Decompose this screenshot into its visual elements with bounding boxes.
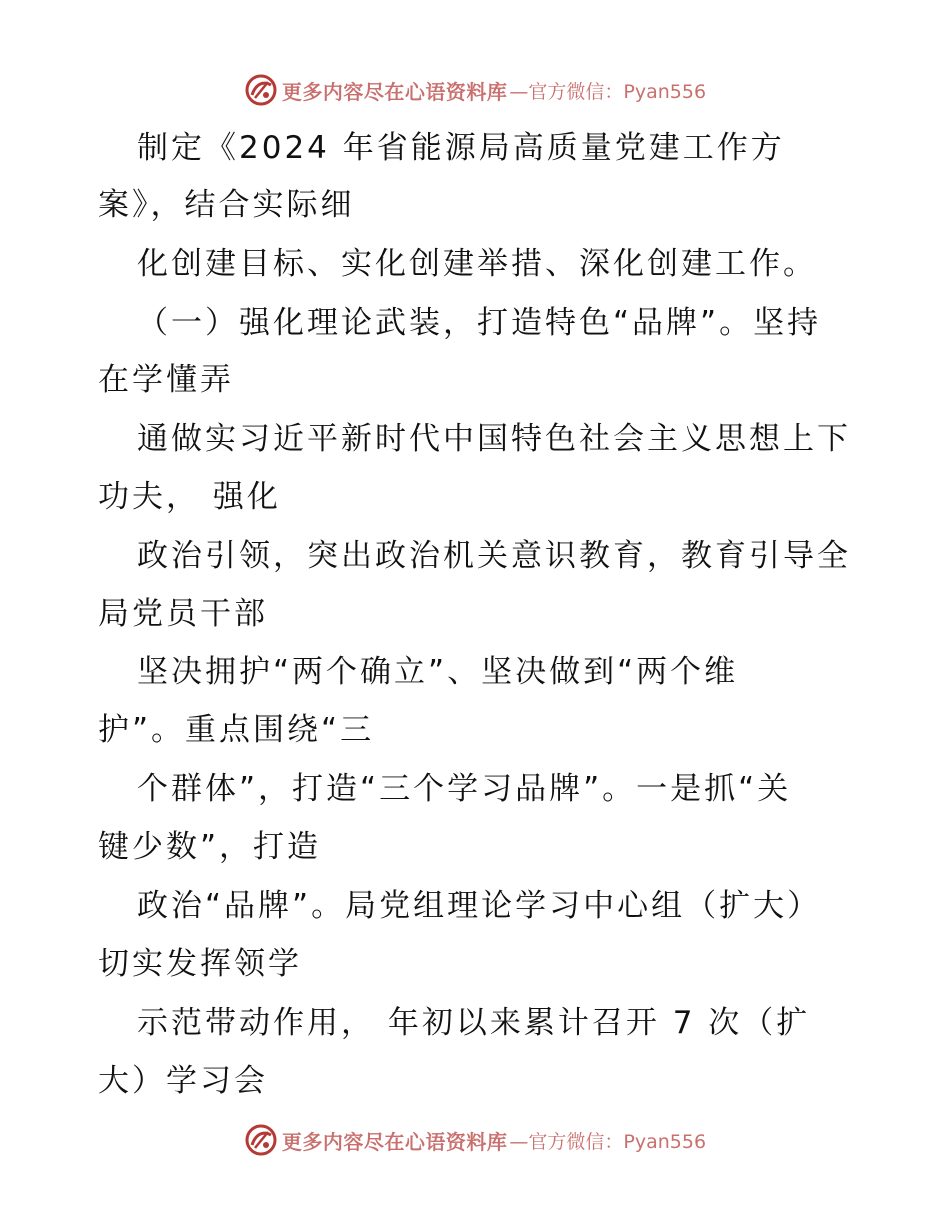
body-line: 护”。重点围绕“三 [98, 712, 375, 748]
header-wechat-text: —官方微信：Pyan556 [509, 80, 707, 103]
body-line: 示范带动作用， 年初以来累计召开 7 次（扩 [137, 1005, 811, 1041]
header-site-text: 更多内容尽在心语资料库 [281, 79, 508, 104]
seal-logo-icon [244, 1123, 278, 1157]
body-line: 制定《2024 年省能源局高质量党建工作方 [137, 130, 785, 166]
body-line: 坚决拥护“两个确立”、坚决做到“两个维 [137, 654, 739, 690]
body-line: 功夫， 强化 [98, 479, 281, 515]
body-line: 政治“品牌”。局党组理论学习中心组（扩大） [137, 888, 822, 924]
body-line: 大）学习会 [98, 1063, 268, 1099]
header-banner [0, 70, 950, 110]
body-line: 政治引领，突出政治机关意识教育，教育引导全 [137, 538, 851, 574]
body-line: 案》，结合实际细 [98, 187, 355, 223]
seal-logo-icon [244, 73, 278, 107]
body-line: 化创建目标、实化创建举措、深化创建工作。 [137, 246, 817, 282]
body-line: 键少数”，打造 [98, 829, 322, 865]
body-line: 切实发挥领学 [98, 946, 302, 982]
body-line: 局党员干部 [98, 596, 268, 632]
body-line: 个群体”，打造“三个学习品牌”。一是抓“关 [137, 771, 792, 807]
body-line: （一）强化理论武装，打造特色“品牌”。坚持 [137, 305, 822, 341]
body-line: 通做实习近平新时代中国特色社会主义思想上下 [137, 421, 851, 457]
body-line: 在学懂弄 [98, 362, 234, 398]
footer-banner [0, 1120, 950, 1160]
footer-site-text: 更多内容尽在心语资料库 [281, 1129, 508, 1154]
footer-wechat-text: —官方微信：Pyan556 [509, 1130, 707, 1153]
